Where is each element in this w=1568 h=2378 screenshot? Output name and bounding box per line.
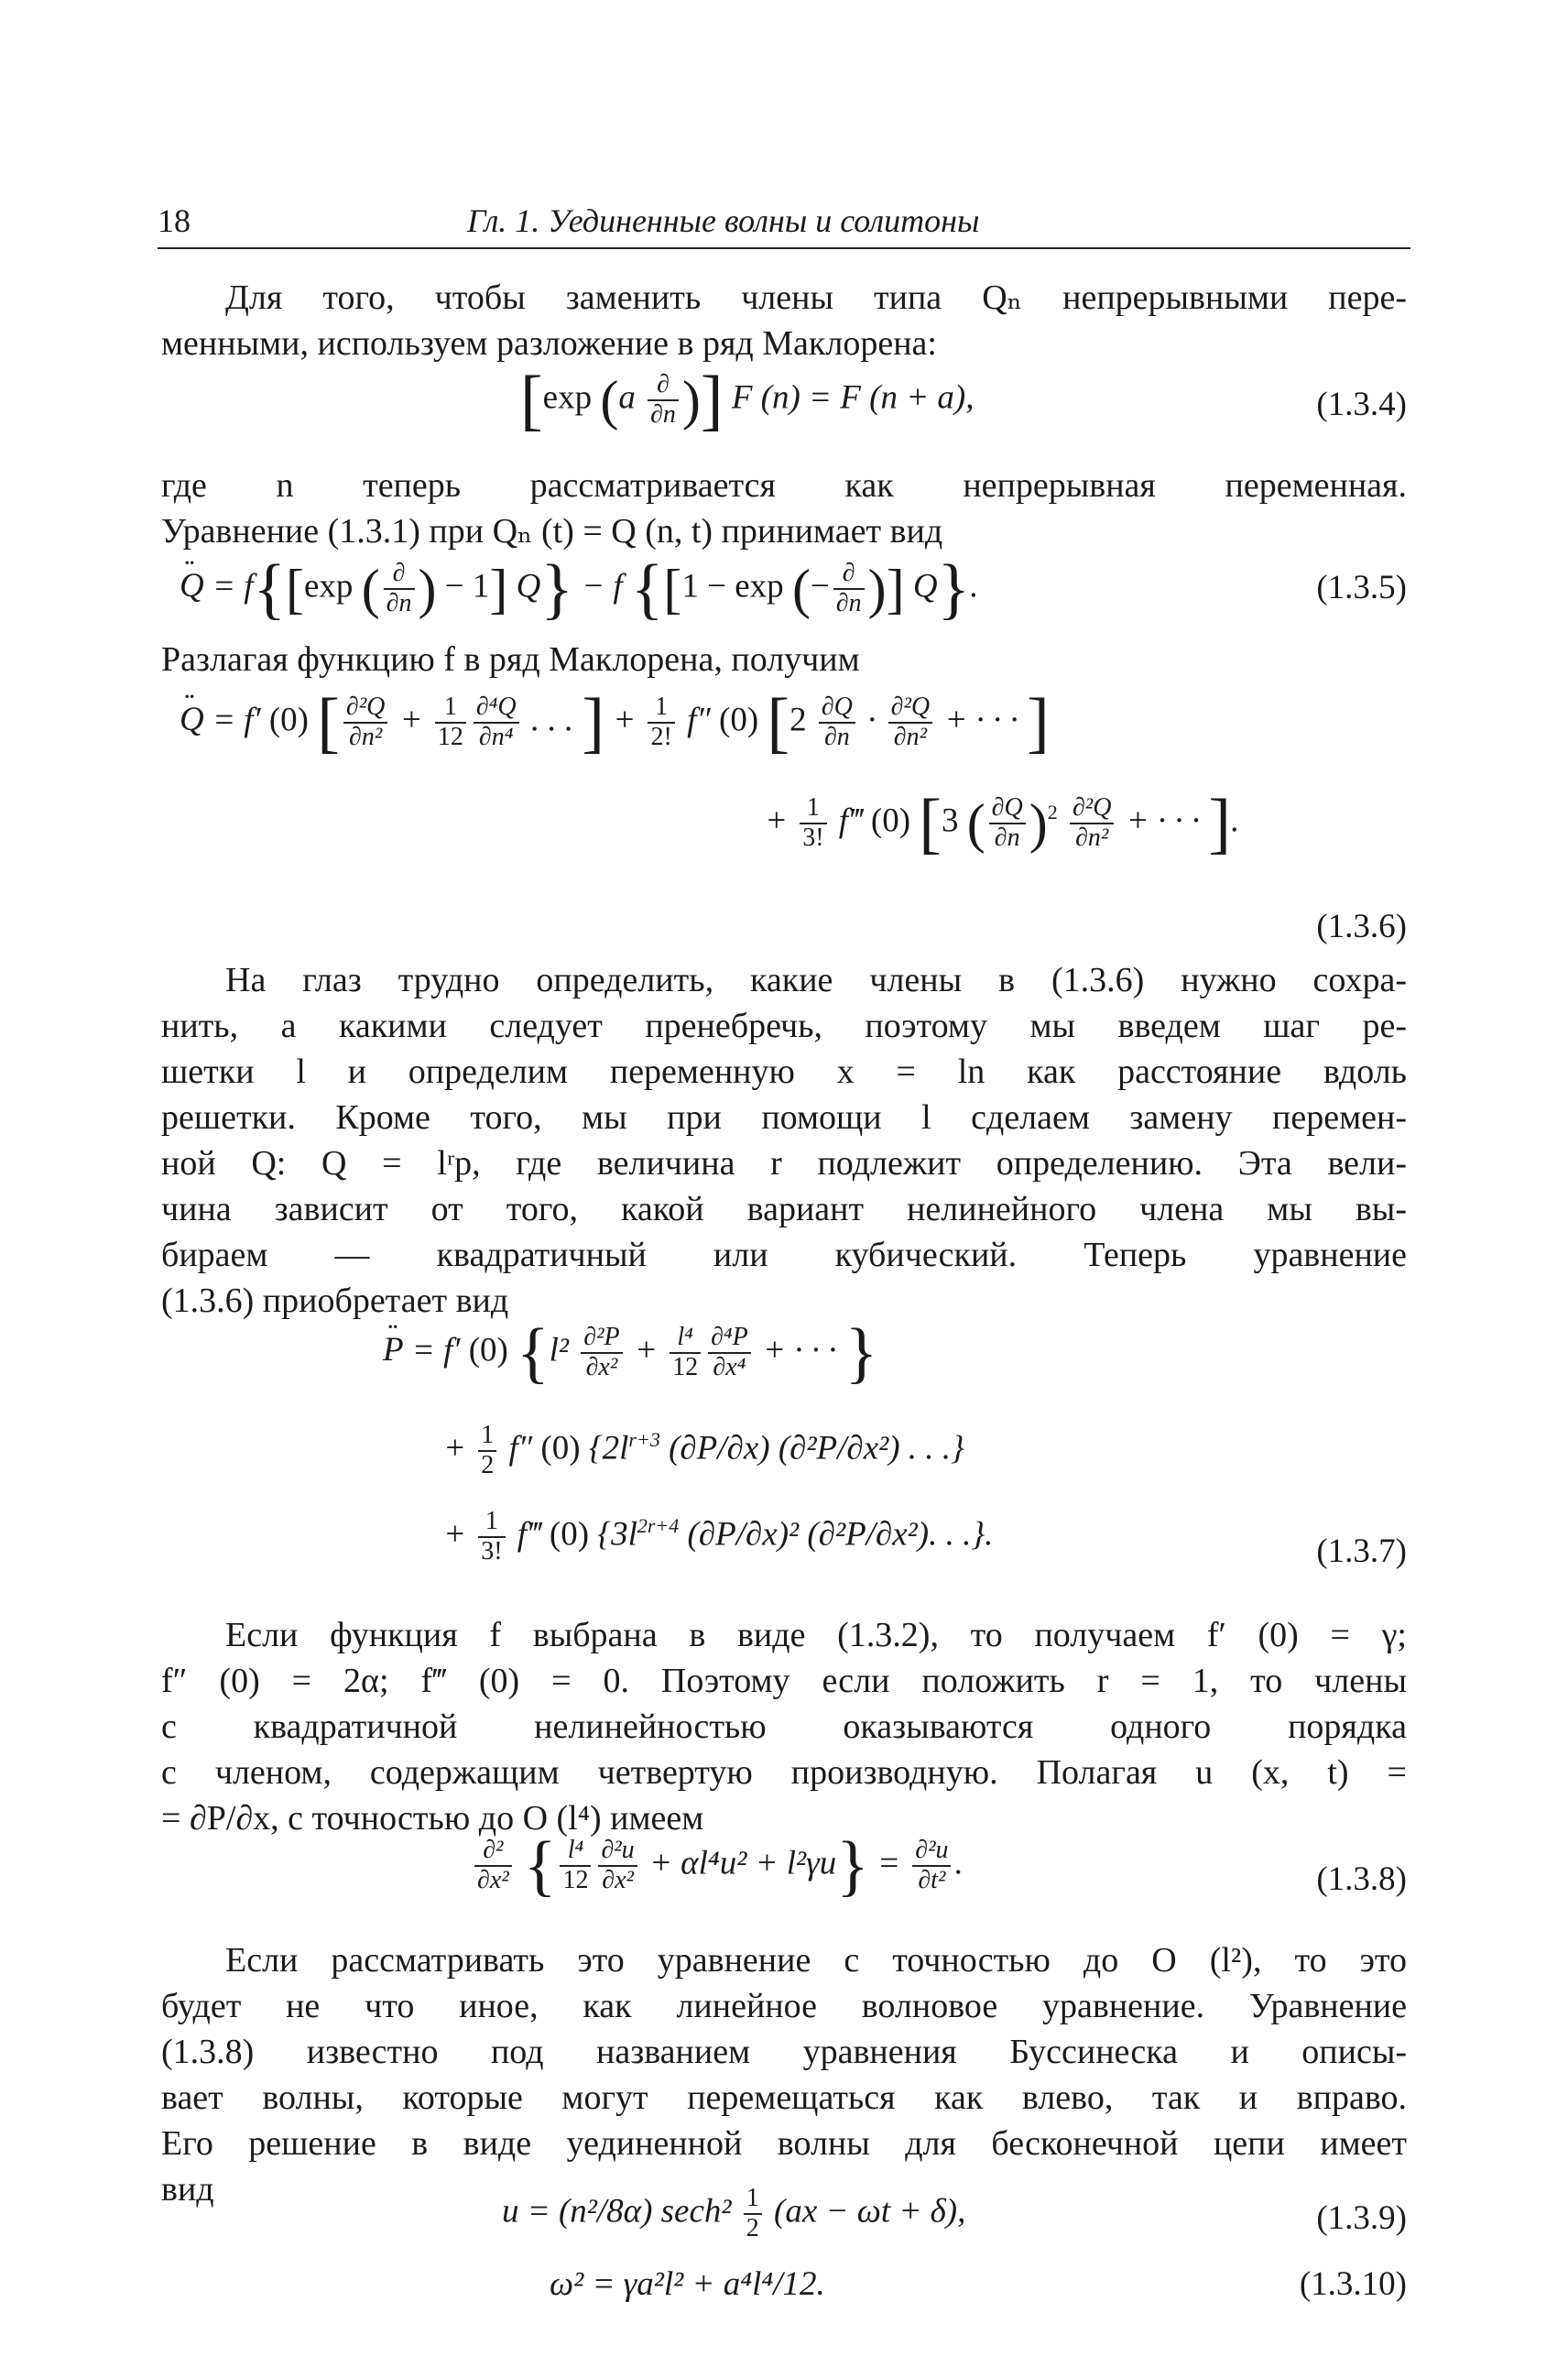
- equation-1-3-6-line1: ·· Q = f′ (0) [ $\frac{\text{∂²Q}}{\text{∂n²}}$ + $\frac{1}{12}$ $\frac{\text{∂⁴Q}}{\text{∂n⁴}}$ . . . ] + $\frac{1}{2!}$ f″ (0) [2 $\frac{\partial Q}{\partial n}$ · $\frac{\text{∂²Q}}{\text{∂n²}}$ + · · · ]: [180, 689, 1050, 757]
- text-line: Если рассматривать это уравнение с точностью до O (l²), то это: [225, 1941, 1407, 1980]
- header-rule: [158, 247, 1410, 249]
- text-line: вид: [161, 2170, 214, 2209]
- equation-1-3-7-line3: + $\frac{1}{3!}$ f‴ (0) {$3l^{2r+4}$ (∂P/∂x)² (∂²P/∂x²). . .}.: [443, 1507, 994, 1565]
- text-line: чина зависит от того, какой вариант нелинейного члена мы вы-: [161, 1190, 1407, 1228]
- text-line: с квадратичной нелинейностью оказываются одного порядка: [161, 1707, 1407, 1746]
- paragraph-1: [161, 275, 1407, 366]
- text-line: Разлагая функцию f в ряд Маклорена, получим: [161, 640, 860, 679]
- equation-1-3-6-line2: + $\frac{1}{3!}$ f‴ (0) [3 ( $\frac{\partial Q}{\partial n}$ )$^2$ $\frac{\text{∂²Q}}{\text{∂n²}}$ + · · · ].: [765, 786, 1240, 861]
- text-line: менными, используем разложение в ряд Маклорена:: [161, 324, 937, 363]
- text-line: Уравнение (1.3.1) при Qₙ (t) = Q (n, t) принимает вид: [161, 512, 943, 551]
- text-line: (1.3.8) известно под названием уравнения Буссинеска и описы-: [161, 2033, 1407, 2071]
- equation-1-3-7-line2: + $\frac{1}{2}$ f″ (0) {$2l^{r+3}$ (∂P/∂x) (∂²P/∂x²) . . .}: [443, 1421, 964, 1479]
- text-line: будет не что иное, как линейное волновое уравнение. Уравнение: [161, 1987, 1407, 2025]
- equation-1-3-7-line1: ·· P = f′ (0) {l² $\frac{\text{∂²P}}{\text{∂x²}}$ + $\frac{\text{l⁴}}{12}$ $\frac{\text{∂⁴P}}{\text{∂x⁴}}$ + · · · }: [383, 1319, 877, 1387]
- eq-text: a: [618, 378, 636, 417]
- text-line: нить, а какими следует пренебречь, поэтому мы введем шаг ре-: [161, 1007, 1407, 1045]
- text-line: = ∂P/∂x, с точностью до O (l⁴) имеем: [161, 1799, 704, 1838]
- eq-text: ∂n: [650, 400, 676, 429]
- equation-1-3-8: $\frac{\text{∂²}}{\text{∂x²}}$ { $\frac{\text{l⁴}}{12}$ $\frac{\text{∂²u}}{\text{∂x²}}$ + αl⁴u² + l²γu} = $\frac{\text{∂²u}}{\text{∂t²}}$ .: [471, 1832, 964, 1900]
- paragraph-4: [161, 957, 1407, 1324]
- eq-text: ∂: [648, 371, 679, 401]
- text-line: с членом, содержащим четвертую производную. Полагая u (x, t) =: [161, 1753, 1407, 1792]
- page-number: 18: [158, 202, 191, 239]
- text-line: Если функция f выбрана в виде (1.3.2), то получаем f′ (0) = γ;: [225, 1616, 1407, 1654]
- text-line: (1.3.6) приобретает вид: [161, 1282, 509, 1320]
- paragraph-6: [161, 1937, 1407, 2212]
- equation-number: (1.3.7): [1316, 1533, 1407, 1570]
- text-line: Для того, чтобы заменить члены типа Qₙ непрерывными пере-: [225, 278, 1407, 317]
- running-title: Гл. 1. Уединенные волны и солитоны: [467, 202, 980, 239]
- equation-number: (1.3.6): [1316, 908, 1407, 945]
- equation-1-3-4: [exp (a $\frac{\partial}{\partial n}$ )] F (n) = F (n + a),: [520, 363, 975, 438]
- equation-1-3-9: u = (n²/8α) sech² $\frac{1}{2}$ (ax − ωt + δ),: [502, 2184, 966, 2242]
- eq-text: F (n) = F (n + a),: [731, 378, 975, 417]
- equation-number: (1.3.4): [1316, 386, 1407, 423]
- text-line: На глаз трудно определить, какие члены в (1.3.6) нужно сохра-: [225, 961, 1407, 999]
- text-line: шетки l и определим переменную x = ln как расстояние вдоль: [161, 1053, 1407, 1091]
- text-line: решетки. Кроме того, мы при помощи l сделаем замену перемен-: [161, 1098, 1407, 1137]
- eq-text: (ax − ωt + δ),: [774, 2192, 966, 2231]
- equation-number: (1.3.5): [1316, 569, 1407, 606]
- paragraph-2: [161, 463, 1407, 554]
- text-line: ной Q: Q = lʳp, где величина r подлежит определению. Эта вели-: [161, 1144, 1407, 1183]
- equation-number: (1.3.8): [1316, 1860, 1407, 1898]
- equation-number: (1.3.9): [1316, 2199, 1407, 2237]
- equation-1-3-10: ω² = γa²l² + a⁴l⁴/12.: [550, 2265, 825, 2303]
- equation-1-3-5: ·· Q = f{[exp ( $\frac{\partial}{\partial n}$ ) − 1] Q} − f {[1 − exp (− $\frac{\partial}{\partial n}$ )] Q}.: [180, 555, 978, 623]
- equation-number: (1.3.10): [1299, 2265, 1407, 2303]
- paragraph-5: [161, 1612, 1407, 1841]
- text-line: где n теперь рассматривается как непрерывная переменная.: [161, 466, 1407, 505]
- eq-text: u = (n²/8α) sech²: [502, 2192, 732, 2231]
- paragraph-3: [161, 637, 1407, 682]
- text-line: бираем — квадратичный или кубический. Теперь уравнение: [161, 1236, 1407, 1274]
- text-line: f″ (0) = 2α; f‴ (0) = 0. Поэтому если положить r = 1, то члены: [161, 1662, 1407, 1700]
- text-line: вает волны, которые могут перемещаться как влево, так и вправо.: [161, 2078, 1407, 2117]
- text-line: Его решение в виде уединенной волны для бесконечной цепи имеет: [161, 2124, 1407, 2163]
